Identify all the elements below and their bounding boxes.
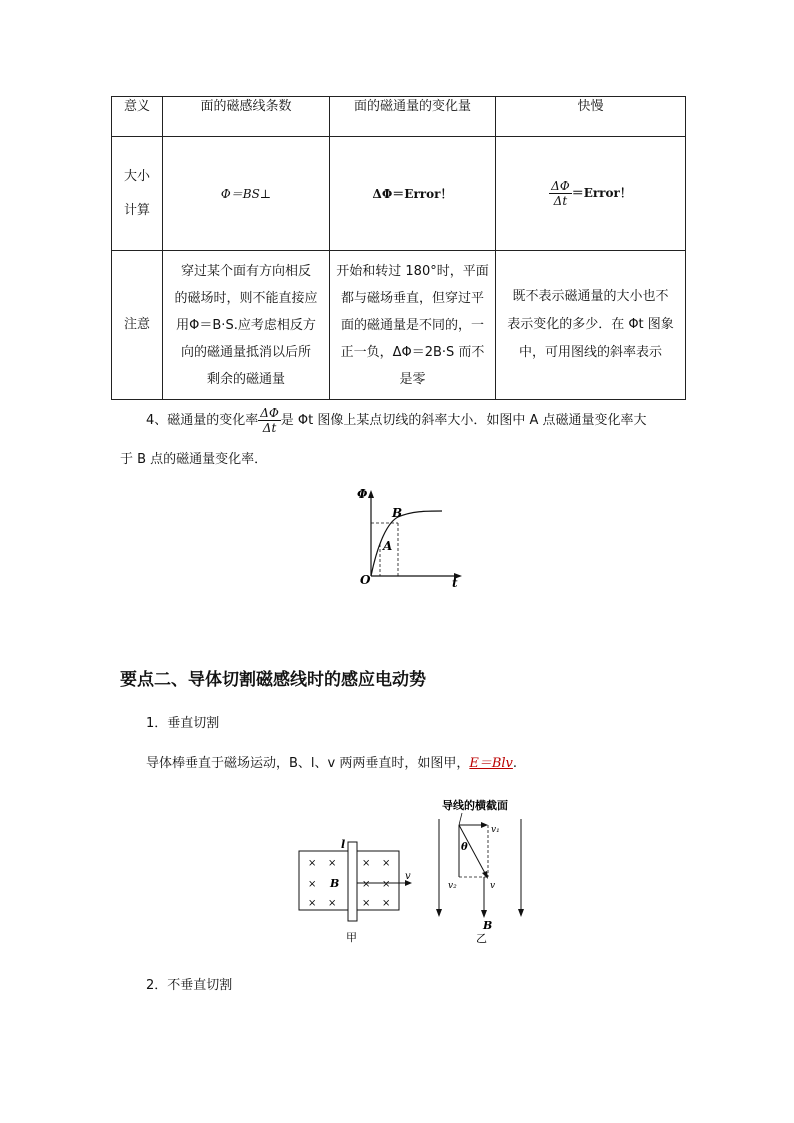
- rate-result: ＝Error！: [571, 186, 632, 200]
- figure-yi: [426, 795, 536, 947]
- field-arrowhead: [436, 909, 442, 917]
- v-label: v: [490, 881, 496, 891]
- field-cross: ×: [328, 858, 337, 869]
- note-cell-3: [496, 251, 686, 400]
- field-cross: ×: [308, 879, 317, 890]
- flux-change-formula: ΔΦ＝Error！: [330, 137, 496, 251]
- note-line: 既不表示磁通量的大小也不: [512, 289, 669, 304]
- flux-time-graph: [350, 484, 470, 589]
- field-cross: ×: [308, 858, 317, 869]
- note-line: 开始和转过 180°时，平面: [336, 263, 489, 279]
- paragraph-perpendicular: [146, 752, 517, 771]
- figure-caption: 甲: [346, 931, 357, 944]
- figure-title: 导线的横截面: [442, 799, 508, 812]
- rate-fraction: [549, 179, 572, 208]
- field-cross: ×: [308, 898, 317, 909]
- v2-label: v₂: [448, 881, 457, 891]
- fraction-numerator: ΔΦ: [260, 406, 279, 420]
- note-line: 面的磁通量是不同的，一: [340, 317, 484, 333]
- y-axis-arrow: [368, 490, 374, 498]
- flux-formula: Φ＝BS⊥: [163, 137, 330, 251]
- field-cross: ×: [362, 879, 371, 890]
- table-cell: 快慢: [496, 97, 686, 137]
- row-label: 注意: [112, 251, 163, 400]
- note-line: 是零: [399, 371, 426, 387]
- field-label: B: [330, 877, 340, 890]
- field-cross: ×: [382, 898, 391, 909]
- note-line: 正一负，ΔΦ＝2B·S 而不: [340, 344, 485, 360]
- field-arrowhead: [518, 909, 524, 917]
- field-cross: ×: [328, 898, 337, 909]
- b-arrowhead: [481, 910, 487, 918]
- flux-curve: [371, 511, 442, 576]
- subsection-1: 1．垂直切割: [146, 716, 220, 731]
- note-cell-2: [330, 251, 496, 400]
- rate-formula: [496, 137, 686, 251]
- figure-caption: 乙: [476, 932, 487, 945]
- leader-line: [459, 813, 462, 825]
- point-b-label: B: [392, 506, 403, 520]
- velocity-label: v: [405, 871, 411, 882]
- fraction-denominator: Δt: [262, 421, 277, 435]
- field-cross: ×: [382, 858, 391, 869]
- v1-label: v₁: [491, 825, 500, 835]
- row-label-bottom: 计算: [123, 202, 150, 218]
- note-line: 的磁场时，则不能直接应: [174, 290, 318, 306]
- note-line: 用Φ＝B·S.应考虑相反方: [176, 317, 316, 333]
- subsection-2: 2．不垂直切割: [146, 978, 233, 993]
- velocity-arrowhead: [482, 871, 488, 879]
- paragraph-text: 导体棒垂直于磁场运动，B、l、v 两两垂直时，如图甲，: [146, 756, 470, 771]
- table-cell: [112, 137, 163, 251]
- row-label-top: 大小: [123, 168, 150, 184]
- emf-formula: E＝Blv: [469, 756, 513, 771]
- para4-prefix: 4、磁通量的变化率: [146, 413, 259, 428]
- note-cell-1: [163, 251, 330, 400]
- rate-fraction-inline: [258, 406, 281, 435]
- table-cell: 意义: [112, 97, 163, 137]
- table-cell: 面的磁通量的变化量: [330, 97, 496, 137]
- origin-label: O: [360, 573, 371, 587]
- fraction-denominator: Δt: [553, 194, 568, 208]
- paragraph-4-line2: 于 B 点的磁通量变化率．: [120, 452, 268, 467]
- comparison-table: [111, 96, 686, 400]
- note-line: 剩余的磁通量: [206, 371, 285, 387]
- para4-suffix: 是 Φt 图像上某点切线的斜率大小．如图中 A 点磁通量变化率大: [280, 413, 647, 428]
- table-cell: 面的磁感线条数: [163, 97, 330, 137]
- paragraph-end: .: [512, 756, 518, 771]
- v1-arrowhead: [481, 822, 488, 828]
- rod-label: l: [341, 838, 346, 851]
- note-line: 穿过某个面有方向相反: [180, 263, 311, 279]
- note-line: 中，可用图线的斜率表示: [518, 345, 662, 360]
- fraction-numerator: ΔΦ: [551, 179, 570, 193]
- field-cross: ×: [362, 898, 371, 909]
- note-line: 都与磁场垂直，但穿过平: [340, 290, 484, 306]
- b-label: B: [483, 919, 493, 932]
- x-axis-label: t: [452, 576, 458, 589]
- note-line: 表示变化的多少．在 Φt 图象: [507, 317, 674, 332]
- conductor-rod: [348, 842, 357, 921]
- point-a-label: A: [383, 539, 393, 553]
- field-cross: ×: [382, 879, 391, 890]
- angle-label: θ: [461, 842, 468, 853]
- paragraph-4-line1: [146, 406, 647, 435]
- y-axis-label: Φ: [357, 487, 368, 501]
- field-cross: ×: [362, 858, 371, 869]
- note-line: 向的磁通量抵消以后所: [180, 344, 311, 360]
- figure-jia: [290, 836, 420, 948]
- section-heading: 要点二、导体切割磁感线时的感应电动势: [120, 670, 426, 690]
